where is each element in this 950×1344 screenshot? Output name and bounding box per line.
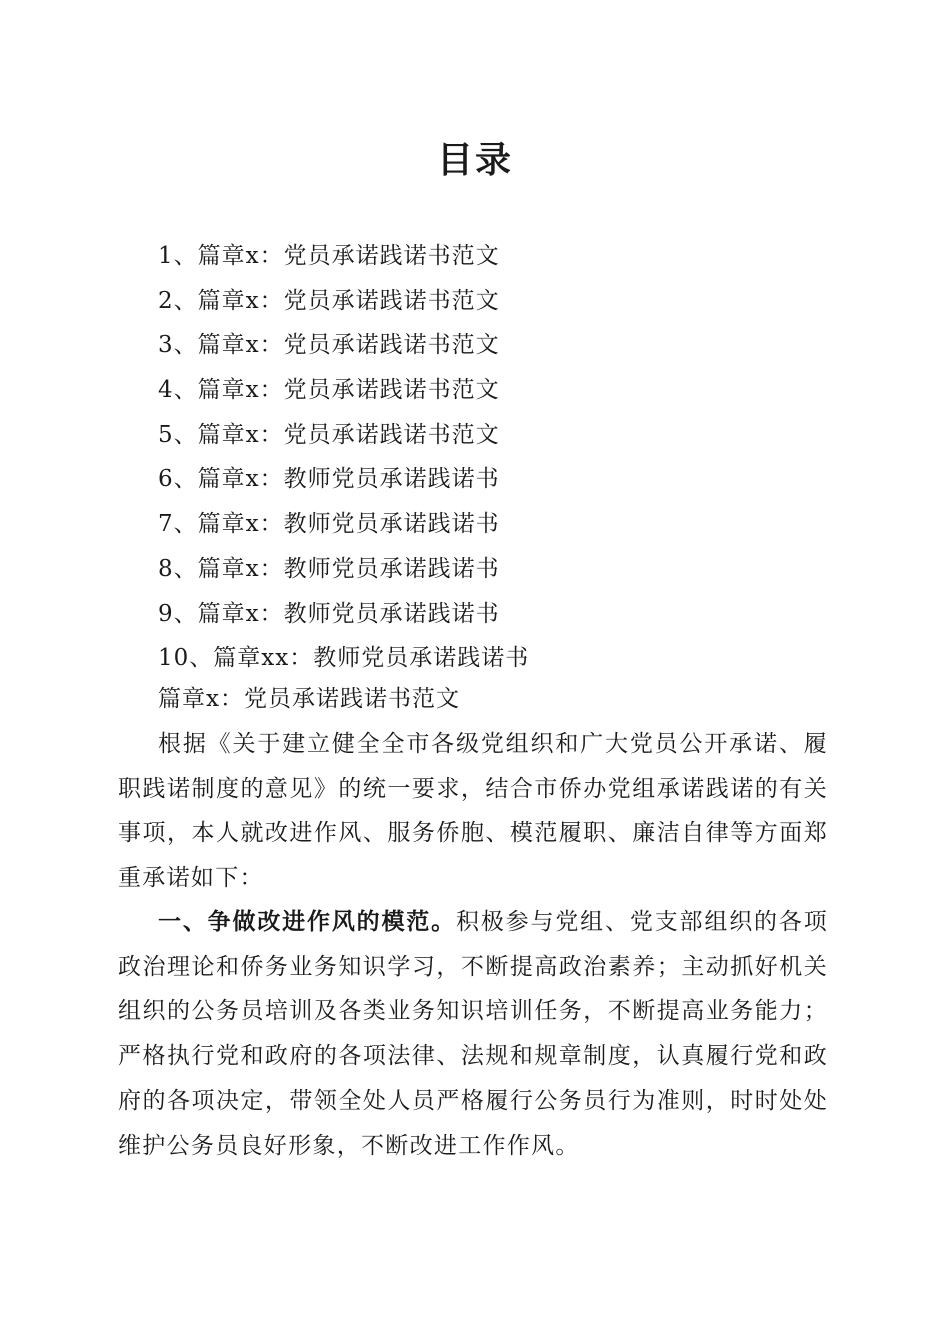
toc-item: 1、篇章x：党员承诺践诺书范文 [158, 243, 500, 269]
page-title: 目录 [436, 139, 513, 181]
commitment-paragraph [118, 900, 828, 1168]
toc-item: 6、篇章x：教师党员承诺践诺书 [158, 466, 500, 493]
paragraph-body: 积极参与党组、党支部组织的各项政治理论和侨务业务知识学习，不断提高政治素养；主动抓好机关组织的公务员培训及各类业务知识培训任务，不断提高业务能力；严格执行党和政府的各项法律、法规和规章制度，认真履行党和政府的各项决定，带领全处人员严格履行公务员行为准则，时时处处维护公务员良好形象，不断改进工作作风。 [118, 909, 828, 1159]
toc-item: 7、篇章x：教师党员承诺践诺书 [158, 511, 500, 538]
paragraph-lead: 一、争做改进作风的模范。 [158, 909, 457, 935]
toc-item: 8、篇章x：教师党员承诺践诺书 [158, 555, 500, 582]
intro-paragraph: 根据《关于建立健全全市各级党组织和广大党员公开承诺、履职践诺制度的意见》的统一要求，结合市侨办党组承诺践诺的有关事项，本人就改进作风、服务侨胞、模范履职、廉洁自律等方面郑重承诺如下： [118, 731, 828, 892]
toc-item: 4、篇章x：党员承诺践诺书范文 [158, 377, 500, 404]
toc-item: 9、篇章x：教师党员承诺践诺书 [158, 600, 500, 627]
toc-item: 3、篇章x：党员承诺践诺书范文 [158, 332, 500, 359]
section-heading: 篇章x：党员承诺践诺书范文 [158, 686, 460, 712]
toc-item: 2、篇章x：党员承诺践诺书范文 [158, 287, 500, 314]
table-of-contents [158, 234, 529, 681]
toc-item: 5、篇章x：党员承诺践诺书范文 [158, 421, 500, 448]
toc-item: 10、篇章xx：教师党员承诺践诺书 [158, 645, 530, 672]
